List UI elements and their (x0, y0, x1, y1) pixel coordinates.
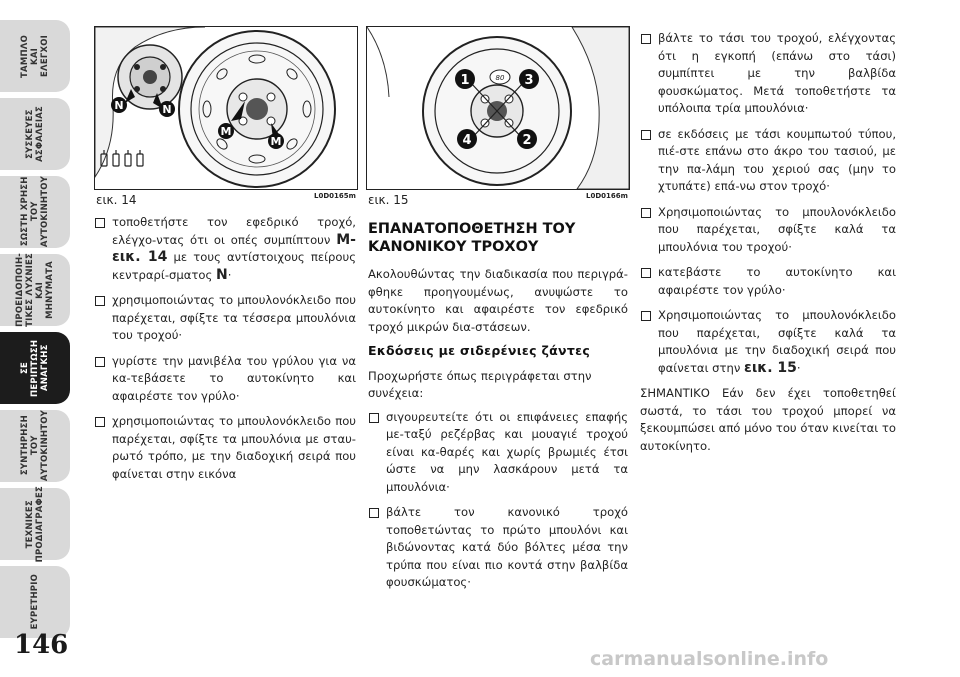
list-item: Χρησιμοποιώντας το μπουλονόκλειδο που παρέχεται, σφίξτε καλά τα μπουλόνια με την διαδοχική σειρά που φαίνεται στην εικ. 15· (640, 307, 896, 377)
important-note: ΣΗΜΑΝΤΙΚΟ Εάν δεν έχει τοποθετηθεί σωστά, το τάσι του τροχού μπορεί να ξεκουμπώσει από μόνο του όταν κινείται το αυτοκίνητο. (640, 386, 896, 453)
order-label-2: 2 (522, 133, 532, 148)
label-n: N (114, 99, 124, 112)
tab-label: ΣΩΣΤΗ ΧΡΗΣΗ ΤΟΥ ΑΥΤΟΚΙΝΗΤΟΥ (20, 176, 50, 248)
section-heading: ΕΠΑΝΑΤΟΠΟΘΕΤΗΣΗ ΤΟΥ ΚΑΝΟΝΙΚΟΥ ΤΡΟΧΟΥ (368, 221, 576, 255)
tab-correct-use[interactable] (0, 176, 70, 248)
list-item: βάλτε τον κανονικό τροχό τοποθετώντας το πρώτο μπουλόνι και βιδώνοντας κατά δύο βόλτες μέσα την τρύπα που είναι πιο κοντά στην βαλβίδα φουσκώματος· (368, 504, 628, 592)
tab-label: ΕΥΡΕΤΗΡΙΟ (30, 574, 40, 630)
list-item: σε εκδόσεις με τάσι κουμπωτού τύπου, πιέ-στε επάνω στο άκρο του τασιού, με την πα-λάμη του χεριού σας (μην το χτυπάτε) επά-νω στον τροχό· (640, 126, 896, 196)
tab-technical-specs[interactable] (0, 485, 70, 563)
wheel-tightening-order-illustration (367, 27, 629, 189)
list-item: Χρησιμοποιώντας το μπουλονόκλειδο που παρέχεται, σφίξτε καλά τα μπουλόνια του τροχού· (640, 204, 896, 257)
column-1 (94, 214, 356, 491)
intro-paragraph: Ακολουθώντας την διαδικασία που περιγρά-φθηκε προηγουμένως, ανυψώστε το αυτοκίνητο και αφαιρέστε τον εφεδρικό τροχό μικρών δια-στάσεων. (368, 267, 628, 334)
tab-warning-lights[interactable] (0, 254, 70, 326)
watermark: carmanualsonline.info (590, 648, 829, 670)
figure-15 (366, 26, 630, 190)
list-item: τοποθετήστε τον εφεδρικό τροχό, ελέγχο-ντας ότι οι οπές συμπίπτουν M-εικ. 14 με τους αντίστοιχους πείρους κεντραρί-σματος N· (94, 214, 356, 284)
hub-mark-80: 80 (495, 74, 505, 82)
list-item: σιγουρευτείτε ότι οι επιφάνειες επαφής με-ταξύ ρεζέρβας και μουαγιέ τροχού είναι κα-θαρές και χωρίς βρωμιές έτσι ώστε να μην λασκάρουν μετά τα μπουλόνια· (368, 409, 628, 497)
tab-dashboard-controls[interactable] (0, 20, 70, 92)
order-label-3: 3 (524, 73, 534, 88)
tab-index[interactable] (0, 566, 70, 638)
wheel-hub-illustration (95, 27, 357, 189)
figure-reference[interactable]: εικ. 15 (744, 359, 797, 376)
figure-reference[interactable]: M-εικ. 14 (112, 231, 356, 265)
tab-label: ΣΕ ΠΕΡΙΠΤΩΣΗ ΑΝΑΓΚΗΣ (20, 339, 50, 397)
list-item: χρησιμοποιώντας το μπουλονόκλειδο που παρέχεται, σφίξτε τα τέσσερα μπουλόνια του τροχού· (94, 292, 356, 345)
label-n: N (162, 103, 172, 116)
label-m: M (220, 125, 232, 138)
tab-label: ΣΥΝΤΗΡΗΣΗ ΤΟΥ ΑΥΤΟΚΙΝΗΤΟΥ (20, 410, 50, 482)
order-label-1: 1 (460, 73, 470, 88)
figure-15-caption: εικ. 15 (368, 193, 409, 207)
tab-label: ΠΡΟΕΙΔΟΠΟΙΗ- ΤΙΚΕΣ ΛΥΧΝΙΕΣ ΚΑΙ ΜΗΝΥΜΑΤΑ (15, 253, 55, 327)
tab-emergency[interactable] (0, 332, 70, 404)
tab-maintenance[interactable] (0, 410, 70, 482)
list-item: χρησιμοποιώντας το μπουλονόκλειδο που παρέχεται, σφίξτε τα μπουλόνια με σταυ-ρωτό τρόπο, με την διαδοχική σειρά που φαίνεται στην εικόνα (94, 413, 356, 483)
order-label-4: 4 (462, 133, 472, 148)
list-item: βάλτε το τάσι του τροχού, ελέγχοντας ότι η εγκοπή (επάνω στο τάσι) συμπίπτει με την βαλβίδα φουσκώματος. Μετά τοποθετήστε τα υπόλοιπα τρία μπουλόνια· (640, 30, 896, 118)
tab-label: ΣΥΣΚΕΥΕΣ ΑΣΦΑΛΕΙΑΣ (25, 106, 45, 162)
page-number: 146 (14, 630, 69, 660)
column-2 (368, 220, 628, 600)
figure-14-caption: εικ. 14 (96, 193, 137, 207)
figure-15-code: L0D0166m (586, 192, 628, 200)
figure-14 (94, 26, 358, 190)
label-m: M (270, 135, 282, 148)
list-item: γυρίστε την μανιβέλα του γρύλου για να κα-τεβάσετε το αυτοκίνητο και αφαιρέστε τον γρύλο· (94, 353, 356, 406)
tab-label: ΤΑΜΠΛΟ ΚΑΙ ΕΛΕΓΧΟΙ (20, 34, 50, 78)
list-item: κατεβάστε το αυτοκίνητο και αφαιρέστε τον γρύλο· (640, 264, 896, 299)
procedure-intro: Προχωρήστε όπως περιγράφεται στην συνέχεια: (368, 368, 592, 400)
column-3 (640, 30, 896, 461)
tab-safety-devices[interactable] (0, 98, 70, 170)
subsection-heading: Εκδόσεις με σιδερένιες ζάντες (368, 343, 591, 358)
tab-label: ΤΕΧΝΙΚΕΣ ΠΡΟΔΙΑΓΡΑΦΕΣ (25, 485, 45, 563)
figure-14-code: L0D0165m (314, 192, 356, 200)
